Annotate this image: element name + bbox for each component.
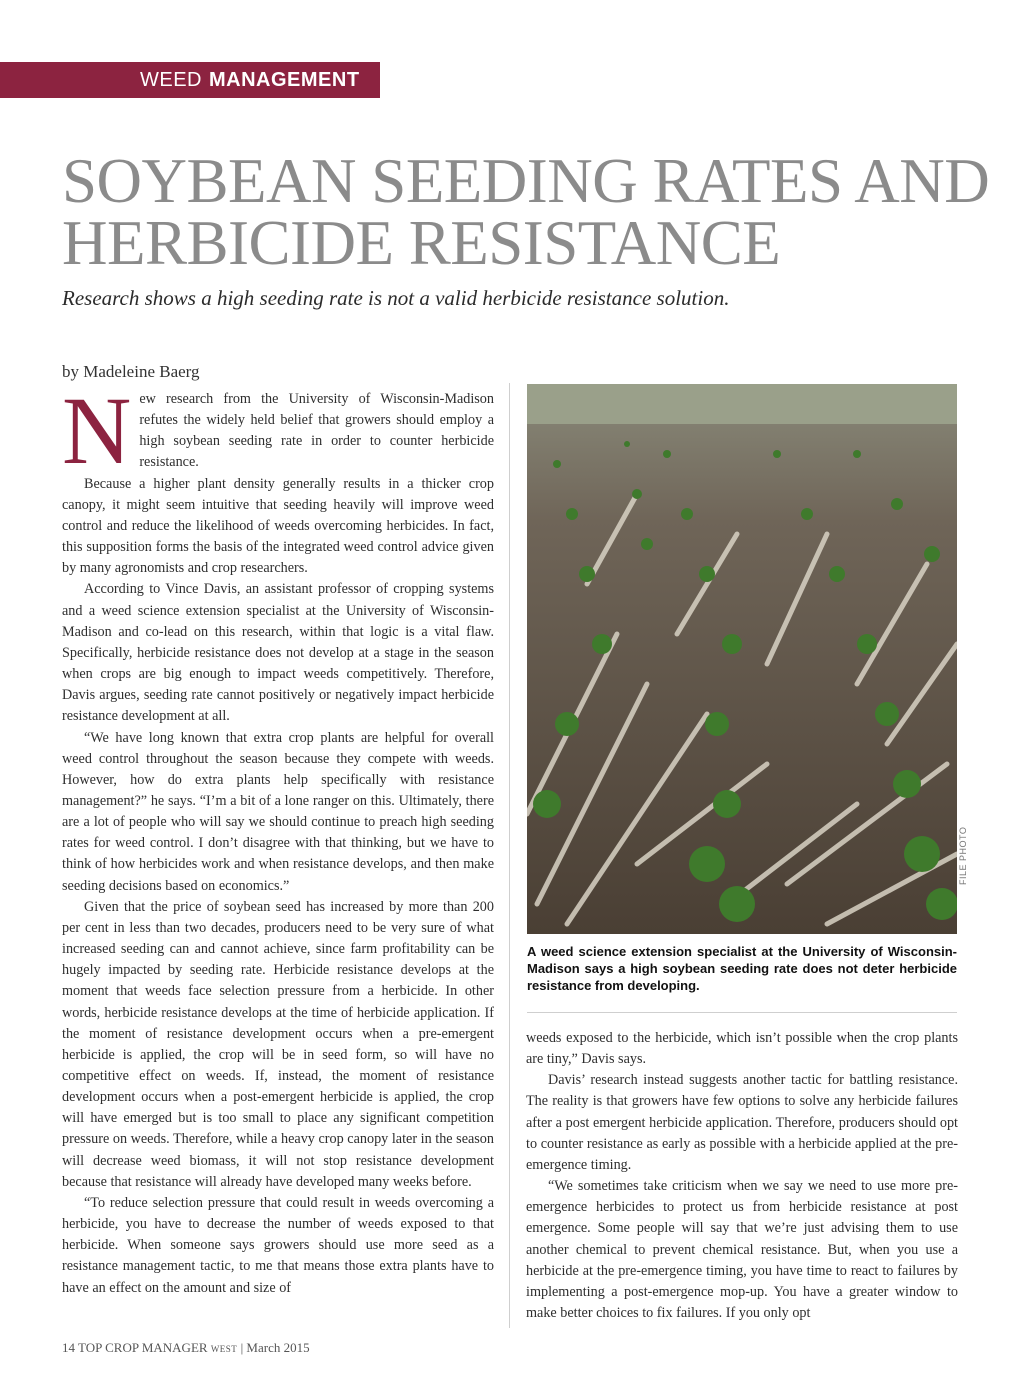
body-paragraph: Davis’ research instead suggests another tactic for battling resistance. The reality is that growers have few options to solve any herbicide failures after a post emergent herbicide application. Therefore, producers should opt to counter resistance as early as possible with a herbicide applied at the pre-emergence timing. (526, 1072, 958, 1173)
page-number: 14 (62, 1340, 75, 1355)
headline-line-2: HERBICIDE RESISTANCE (62, 208, 781, 278)
issue-date: March 2015 (246, 1340, 310, 1355)
body-paragraph: “We sometimes take criticism when we say we need to use more pre-emergence herbicides to protect us from herbicide resistance at post emergence. Some people will say that we’re just advising them to use another chemical to prevent chemical resistance. But, when you use a herbicide at the pre-emergence timing, you have time to react to failures by implementing a post-emergence mop-up. You have a greater window to make better choices to fix failures. If you only opt (526, 1178, 958, 1322)
body-paragraph: Given that the price of soybean seed has increased by more than 200 per cent in less than two decades, producers need to be very sure of what increased seeding can and cannot achieve, since farm profitability can be hugely impacted by seeding rate. Herbicide resistance develops at the moment that weeds face selection pressure from a herbicide. In other words, herbicide resistance develops at the time of herbicide application. If the moment of resistance development occurs when a pre-emergent herbicide is applied, the crop will be in seed form, so will have no competitive effect on weeds. If, instead, the moment of resistance development occurs when a post-emergent herbicide is applied, the crop will have emerged but is too small to place any significant competition pressure on weeds. Therefore, while a heavy crop canopy later in the season will decrease weed biomass, it will not stop resistance development because that resistance will already have developed many weeks before. (62, 898, 494, 1190)
magazine-name: TOP CROP MANAGER (78, 1340, 208, 1355)
caption-rule (527, 1012, 957, 1013)
page-footer (62, 1340, 310, 1356)
headline-line-1: SOYBEAN SEEDING RATES AND (62, 146, 990, 216)
body-paragraph: According to Vince Davis, an assistant professor of cropping systems and a weed science extension specialist at the University of Wisconsin-Madison and co-lead on this research, within that logic is a vital flaw. Specifically, herbicide resistance does not develop at a stage in the season when crops are big enough to impact weeds competitively. Therefore, Davis argues, seeding rate cannot positively or negatively impact herbicide resistance development at all. (62, 581, 494, 725)
column-divider (509, 383, 510, 1328)
photo-caption: A weed science extension specialist at the University of Wisconsin-Madison says a high soybean seeding rate does not deter herbicide resistance from developing. (527, 944, 957, 993)
drop-cap: N (62, 389, 132, 484)
article-headline (62, 146, 992, 278)
article-deck: Research shows a high seeding rate is not a valid herbicide resistance solution. (62, 286, 730, 310)
body-paragraph: weeds exposed to the herbicide, which isn’t possible when the crop plants are tiny,” Davis says. (526, 1030, 958, 1068)
field-photo (527, 384, 957, 934)
section-label-bold: MANAGEMENT (209, 69, 360, 91)
body-paragraph: “We have long known that extra crop plants are helpful for overall weed control throughout the season because they compete with weeds. However, how do extra plants help specifically with resistance management?” he says. “I’m a bit of a lone ranger on this. Ultimately, there are a lot of people who will say we should continue to preach high seeding rates for weed control. I don’t disagree with that thinking, but we have to think of how herbicides work and when resistance develops, and then make seeding decisions based on economics.” (62, 729, 494, 894)
section-label-light: WEED (140, 69, 202, 91)
body-column-left (62, 389, 494, 1324)
body-paragraph: “To reduce selection pressure that could result in weeds overcoming a herbicide, you have to decrease the number of weeds exposed to that herbicide. When someone says growers should use more seed as a resistance management tactic, to me that means those extra plants have to have an effect on the amount and size of (62, 1194, 494, 1296)
section-banner (0, 62, 380, 98)
body-paragraph: Because a higher plant density generally results in a thicker crop canopy, it might seem intuitive that seeding heavily will improve weed control and reduce the likelihood of weeds overcoming herbicides. In fact, this supposition forms the basis of the integrated weed control advice given by many agronomists and crop researchers. (62, 475, 494, 577)
byline: by Madeleine Baerg (62, 362, 200, 381)
magazine-edition: WEST (210, 1344, 238, 1354)
photo-credit: FILE PHOTO (958, 826, 968, 885)
body-paragraph (62, 389, 494, 484)
body-column-right (526, 1028, 958, 1328)
paragraph-text: ew research from the University of Wisconsin-Madison refutes the widely held belief that growers should employ a high soybean seeding rate in order to counter herbicide resistance. (139, 391, 494, 471)
footer-separator: | (240, 1340, 244, 1355)
